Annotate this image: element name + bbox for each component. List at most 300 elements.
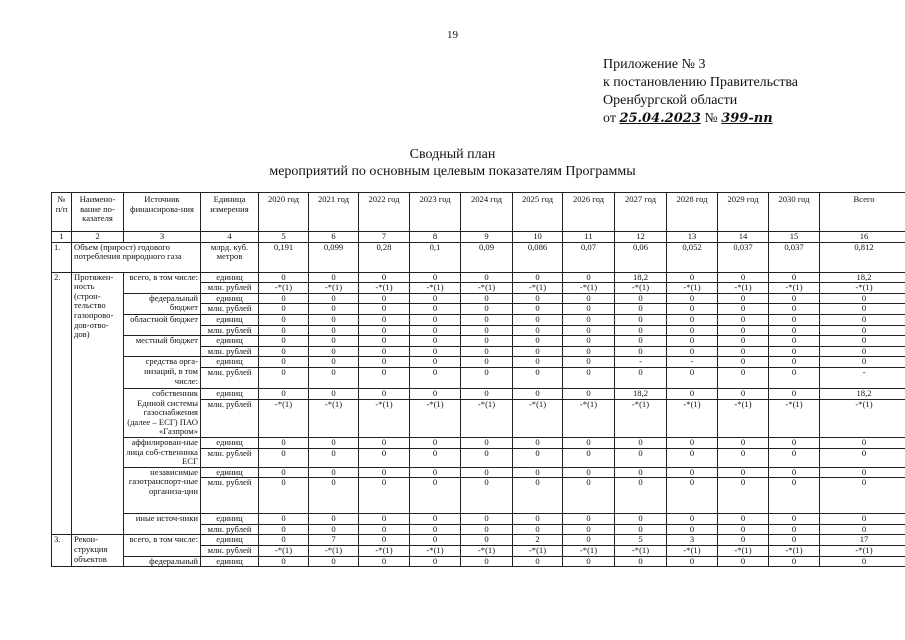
value-cell: 0 bbox=[259, 514, 309, 525]
column-number: 14 bbox=[718, 232, 769, 243]
value-cell: 0 bbox=[259, 524, 309, 535]
value-cell: 0 bbox=[513, 388, 563, 399]
value-cell: 0 bbox=[309, 357, 359, 368]
column-number: 13 bbox=[667, 232, 718, 243]
value-cell: 0 bbox=[615, 367, 667, 388]
value-cell: 0 bbox=[615, 514, 667, 525]
value-cell: 0 bbox=[615, 336, 667, 347]
value-cell: 0 bbox=[259, 367, 309, 388]
value-cell: 0 bbox=[359, 535, 410, 546]
value-cell: -*(1) bbox=[667, 546, 718, 557]
value-cell: 0 bbox=[513, 556, 563, 567]
column-header: Единица измерения bbox=[201, 193, 259, 232]
column-header: 2028 год bbox=[667, 193, 718, 232]
value-cell: 0 bbox=[359, 272, 410, 283]
unit-cell: единиц bbox=[201, 272, 259, 283]
column-header: 2022 год bbox=[359, 193, 410, 232]
value-cell: - bbox=[667, 357, 718, 368]
value-cell: 0,07 bbox=[563, 242, 615, 272]
value-cell: 0 bbox=[259, 314, 309, 325]
value-cell: -*(1) bbox=[461, 546, 513, 557]
value-cell: 0 bbox=[769, 325, 820, 336]
unit-cell: млн. рублей bbox=[201, 524, 259, 535]
value-cell: 0 bbox=[769, 336, 820, 347]
funding-source: средства орга-низаций, в том числе: bbox=[124, 357, 201, 389]
value-cell: 0 bbox=[309, 437, 359, 448]
value-cell: 0 bbox=[259, 535, 309, 546]
appendix-number: 399-пп bbox=[721, 111, 773, 126]
value-cell: -*(1) bbox=[359, 546, 410, 557]
value-cell: 0 bbox=[820, 478, 905, 514]
value-cell: 0 bbox=[667, 448, 718, 467]
value-cell: 0 bbox=[461, 272, 513, 283]
column-number: 3 bbox=[124, 232, 201, 243]
unit-cell: единиц bbox=[201, 388, 259, 399]
column-header: 2025 год bbox=[513, 193, 563, 232]
value-cell: 0 bbox=[461, 467, 513, 478]
value-cell: 0 bbox=[359, 478, 410, 514]
value-cell: 0 bbox=[259, 325, 309, 336]
funding-source: независимые газотранспорт-ные организа-ции bbox=[124, 467, 201, 514]
value-cell: 0 bbox=[769, 467, 820, 478]
value-cell: 0 bbox=[410, 293, 461, 304]
value-cell: 0 bbox=[513, 314, 563, 325]
value-cell: 0 bbox=[718, 293, 769, 304]
value-cell: -*(1) bbox=[563, 283, 615, 294]
value-cell: 0 bbox=[718, 556, 769, 567]
value-cell: 0 bbox=[359, 556, 410, 567]
value-cell: 0 bbox=[410, 272, 461, 283]
unit-cell: млрд. куб. метров bbox=[201, 242, 259, 272]
value-cell: -*(1) bbox=[461, 399, 513, 437]
value-cell: 0 bbox=[359, 367, 410, 388]
value-cell: 0 bbox=[667, 437, 718, 448]
column-header: 2020 год bbox=[259, 193, 309, 232]
value-cell: 0 bbox=[563, 314, 615, 325]
value-cell: 18,2 bbox=[820, 272, 905, 283]
table-row bbox=[52, 314, 905, 325]
column-number: 11 bbox=[563, 232, 615, 243]
value-cell: 0 bbox=[359, 514, 410, 525]
row-number: 3. bbox=[52, 535, 72, 567]
value-cell: 0 bbox=[359, 346, 410, 357]
unit-cell: млн. рублей bbox=[201, 478, 259, 514]
value-cell: 0 bbox=[410, 514, 461, 525]
value-cell: 0 bbox=[309, 293, 359, 304]
value-cell: 0 bbox=[820, 524, 905, 535]
value-cell: 0 bbox=[769, 357, 820, 368]
value-cell: -*(1) bbox=[513, 546, 563, 557]
funding-source: всего, в том числе: bbox=[124, 272, 201, 293]
value-cell: -*(1) bbox=[259, 546, 309, 557]
value-cell: 0 bbox=[615, 524, 667, 535]
value-cell: 0 bbox=[615, 293, 667, 304]
value-cell: 0 bbox=[461, 357, 513, 368]
value-cell: 3 bbox=[667, 535, 718, 546]
value-cell: 0 bbox=[259, 357, 309, 368]
funding-source: иные источ-ники bbox=[124, 514, 201, 535]
value-cell: 0 bbox=[718, 437, 769, 448]
value-cell: 0 bbox=[820, 514, 905, 525]
value-cell: 0 bbox=[410, 346, 461, 357]
table-row bbox=[52, 242, 905, 272]
unit-cell: единиц bbox=[201, 556, 259, 567]
value-cell: 0 bbox=[259, 346, 309, 357]
value-cell: -*(1) bbox=[718, 399, 769, 437]
value-cell: 0 bbox=[615, 304, 667, 315]
column-header: 2030 год bbox=[769, 193, 820, 232]
value-cell: 0 bbox=[769, 535, 820, 546]
value-cell: 0 bbox=[769, 478, 820, 514]
table-row bbox=[52, 272, 905, 283]
value-cell: 0 bbox=[461, 514, 513, 525]
value-cell: 0 bbox=[461, 388, 513, 399]
unit-cell: единиц bbox=[201, 357, 259, 368]
value-cell: 0 bbox=[820, 314, 905, 325]
column-header: № п/п bbox=[52, 193, 72, 232]
value-cell: 0 bbox=[513, 293, 563, 304]
value-cell: 0 bbox=[820, 304, 905, 315]
value-cell: 0 bbox=[769, 514, 820, 525]
value-cell: 0 bbox=[359, 336, 410, 347]
value-cell: 0 bbox=[615, 556, 667, 567]
value-cell: 2 bbox=[513, 535, 563, 546]
value-cell: 0 bbox=[615, 478, 667, 514]
value-cell: 0 bbox=[309, 336, 359, 347]
unit-cell: единиц bbox=[201, 314, 259, 325]
value-cell: 0,086 bbox=[513, 242, 563, 272]
unit-cell: млн. рублей bbox=[201, 367, 259, 388]
unit-cell: млн. рублей bbox=[201, 325, 259, 336]
value-cell: 0 bbox=[410, 524, 461, 535]
column-header: 2029 год bbox=[718, 193, 769, 232]
value-cell: 0 bbox=[513, 448, 563, 467]
value-cell: 0,191 bbox=[259, 242, 309, 272]
value-cell: 0 bbox=[513, 357, 563, 368]
value-cell: 7 bbox=[309, 535, 359, 546]
value-cell: 0 bbox=[718, 448, 769, 467]
value-cell: 0,052 bbox=[667, 242, 718, 272]
value-cell: 0 bbox=[563, 467, 615, 478]
value-cell: 0 bbox=[513, 367, 563, 388]
value-cell: 0 bbox=[563, 514, 615, 525]
plan-title bbox=[0, 146, 905, 180]
column-number: 4 bbox=[201, 232, 259, 243]
value-cell: 0 bbox=[667, 272, 718, 283]
indicator-name: Объем (прирост) годового потребления природного газа bbox=[72, 242, 201, 272]
value-cell: -*(1) bbox=[820, 283, 905, 294]
row-number: 1. bbox=[52, 242, 72, 272]
value-cell: 0 bbox=[718, 535, 769, 546]
value-cell: - bbox=[615, 357, 667, 368]
value-cell: 0 bbox=[718, 314, 769, 325]
value-cell: -*(1) bbox=[718, 283, 769, 294]
value-cell: 0 bbox=[461, 336, 513, 347]
value-cell: 0,037 bbox=[718, 242, 769, 272]
value-cell: 5 bbox=[615, 535, 667, 546]
value-cell: 0 bbox=[259, 448, 309, 467]
funding-source: федеральный бюджет bbox=[124, 293, 201, 314]
value-cell: 0 bbox=[667, 524, 718, 535]
value-cell: 0 bbox=[563, 556, 615, 567]
value-cell: 0 bbox=[410, 467, 461, 478]
value-cell: 0 bbox=[769, 367, 820, 388]
value-cell: 0 bbox=[461, 524, 513, 535]
value-cell: 0 bbox=[563, 535, 615, 546]
value-cell: -*(1) bbox=[410, 546, 461, 557]
value-cell: -*(1) bbox=[259, 399, 309, 437]
column-header: Источник финансирова-ния bbox=[124, 193, 201, 232]
value-cell: 0 bbox=[309, 556, 359, 567]
value-cell: 0 bbox=[410, 325, 461, 336]
value-cell: 0 bbox=[309, 514, 359, 525]
value-cell: 0,099 bbox=[309, 242, 359, 272]
funding-source: аффилирован-ные лица соб-ственника ЕСГ bbox=[124, 437, 201, 467]
value-cell: 0 bbox=[718, 514, 769, 525]
value-cell: 0 bbox=[820, 357, 905, 368]
page-number: 19 bbox=[447, 29, 458, 41]
value-cell: 0 bbox=[359, 314, 410, 325]
value-cell: 0 bbox=[769, 437, 820, 448]
funding-source: всего, в том числе: bbox=[124, 535, 201, 556]
unit-cell: млн. рублей bbox=[201, 448, 259, 467]
appendix-date: 25.04.2023 bbox=[619, 111, 701, 126]
value-cell: 0 bbox=[359, 524, 410, 535]
column-number: 9 bbox=[461, 232, 513, 243]
value-cell: 0 bbox=[563, 448, 615, 467]
value-cell: 0 bbox=[718, 524, 769, 535]
value-cell: 0 bbox=[461, 367, 513, 388]
appendix-line-3: Оренбургской области bbox=[603, 93, 738, 108]
value-cell: 0 bbox=[309, 304, 359, 315]
table-header-row bbox=[52, 193, 905, 232]
value-cell: 0 bbox=[769, 556, 820, 567]
value-cell: 0 bbox=[820, 448, 905, 467]
value-cell: 0 bbox=[615, 467, 667, 478]
value-cell: 0,06 bbox=[615, 242, 667, 272]
value-cell: 0 bbox=[769, 293, 820, 304]
value-cell: 0 bbox=[259, 556, 309, 567]
value-cell: 0 bbox=[563, 293, 615, 304]
value-cell: -*(1) bbox=[769, 546, 820, 557]
value-cell: -*(1) bbox=[769, 283, 820, 294]
table-body bbox=[52, 242, 905, 567]
value-cell: 0 bbox=[410, 535, 461, 546]
value-cell: -*(1) bbox=[718, 546, 769, 557]
unit-cell: единиц bbox=[201, 535, 259, 546]
value-cell: 0 bbox=[563, 346, 615, 357]
value-cell: 0 bbox=[513, 467, 563, 478]
value-cell: 0 bbox=[667, 325, 718, 336]
value-cell: 0 bbox=[410, 367, 461, 388]
unit-cell: млн. рублей bbox=[201, 346, 259, 357]
table-row bbox=[52, 514, 905, 525]
value-cell: 0 bbox=[769, 272, 820, 283]
value-cell: 0 bbox=[461, 314, 513, 325]
value-cell: 0 bbox=[667, 367, 718, 388]
value-cell: 0 bbox=[513, 336, 563, 347]
value-cell: 0 bbox=[769, 388, 820, 399]
value-cell: 0 bbox=[820, 556, 905, 567]
value-cell: -*(1) bbox=[259, 283, 309, 294]
value-cell: 0 bbox=[718, 357, 769, 368]
column-header: 2026 год bbox=[563, 193, 615, 232]
value-cell: 0 bbox=[718, 336, 769, 347]
value-cell: 0 bbox=[309, 467, 359, 478]
value-cell: -*(1) bbox=[513, 283, 563, 294]
value-cell: 0 bbox=[769, 304, 820, 315]
value-cell: 0 bbox=[820, 325, 905, 336]
unit-cell: млн. рублей bbox=[201, 546, 259, 557]
value-cell: 0,28 bbox=[359, 242, 410, 272]
value-cell: 0 bbox=[667, 314, 718, 325]
column-header: 2021 год bbox=[309, 193, 359, 232]
unit-cell: млн. рублей bbox=[201, 304, 259, 315]
appendix-from-prefix: от bbox=[603, 111, 616, 126]
value-cell: 0 bbox=[259, 388, 309, 399]
value-cell: 0 bbox=[259, 304, 309, 315]
unit-cell: единиц bbox=[201, 467, 259, 478]
value-cell: 0 bbox=[309, 346, 359, 357]
funding-source: собственник Единой системы газоснабжения (далее – ЕСГ) ПАО «Газпром» bbox=[124, 388, 201, 437]
table-row bbox=[52, 535, 905, 546]
value-cell: 0 bbox=[769, 314, 820, 325]
column-number: 7 bbox=[359, 232, 410, 243]
unit-cell: единиц bbox=[201, 293, 259, 304]
column-header: Всего bbox=[820, 193, 905, 232]
value-cell: 0 bbox=[769, 524, 820, 535]
table-row bbox=[52, 467, 905, 478]
column-number: 15 bbox=[769, 232, 820, 243]
row-number: 2. bbox=[52, 272, 72, 535]
value-cell: 0 bbox=[410, 478, 461, 514]
value-cell: 0 bbox=[513, 325, 563, 336]
value-cell: -*(1) bbox=[410, 283, 461, 294]
value-cell: 0 bbox=[461, 437, 513, 448]
appendix-number-prefix: № bbox=[704, 111, 718, 126]
value-cell: 0 bbox=[461, 293, 513, 304]
value-cell: 0 bbox=[461, 325, 513, 336]
value-cell: 0 bbox=[410, 304, 461, 315]
value-cell: 0 bbox=[359, 325, 410, 336]
value-cell: 0 bbox=[359, 357, 410, 368]
value-cell: 0 bbox=[309, 272, 359, 283]
value-cell: - bbox=[820, 367, 905, 388]
value-cell: -*(1) bbox=[563, 546, 615, 557]
table-row bbox=[52, 293, 905, 304]
value-cell: 0 bbox=[769, 448, 820, 467]
value-cell: 0 bbox=[563, 357, 615, 368]
value-cell: 0 bbox=[359, 437, 410, 448]
value-cell: -*(1) bbox=[820, 399, 905, 437]
value-cell: 0 bbox=[410, 448, 461, 467]
table-row bbox=[52, 357, 905, 368]
value-cell: 0 bbox=[461, 556, 513, 567]
value-cell: 17 bbox=[820, 535, 905, 546]
value-cell: 0 bbox=[359, 293, 410, 304]
value-cell: 0 bbox=[667, 556, 718, 567]
column-number: 6 bbox=[309, 232, 359, 243]
column-header: 2023 год bbox=[410, 193, 461, 232]
funding-source: федеральный bbox=[124, 556, 201, 567]
value-cell: 0 bbox=[410, 556, 461, 567]
value-cell: 0 bbox=[309, 524, 359, 535]
value-cell: 0 bbox=[820, 336, 905, 347]
value-cell: -*(1) bbox=[309, 399, 359, 437]
value-cell: 0 bbox=[563, 437, 615, 448]
value-cell: 0 bbox=[259, 272, 309, 283]
value-cell: 0,037 bbox=[769, 242, 820, 272]
value-cell: -*(1) bbox=[820, 546, 905, 557]
column-number: 5 bbox=[259, 232, 309, 243]
value-cell: 0 bbox=[667, 293, 718, 304]
value-cell: 0 bbox=[309, 325, 359, 336]
plan-title-line-2: мероприятий по основным целевым показателям Программы bbox=[269, 164, 636, 179]
value-cell: 0 bbox=[667, 478, 718, 514]
value-cell: 0 bbox=[667, 346, 718, 357]
column-number: 16 bbox=[820, 232, 905, 243]
value-cell: 0 bbox=[563, 367, 615, 388]
value-cell: 0 bbox=[820, 293, 905, 304]
value-cell: 0 bbox=[615, 325, 667, 336]
value-cell: 0 bbox=[359, 304, 410, 315]
value-cell: 0 bbox=[513, 437, 563, 448]
value-cell: -*(1) bbox=[615, 399, 667, 437]
value-cell: 0 bbox=[615, 437, 667, 448]
value-cell: -*(1) bbox=[359, 283, 410, 294]
value-cell: 0 bbox=[259, 467, 309, 478]
value-cell: 0 bbox=[513, 272, 563, 283]
column-number: 2 bbox=[72, 232, 124, 243]
value-cell: 0 bbox=[820, 467, 905, 478]
value-cell: 0 bbox=[410, 336, 461, 347]
table-row bbox=[52, 336, 905, 347]
value-cell: 0 bbox=[718, 325, 769, 336]
value-cell: -*(1) bbox=[309, 283, 359, 294]
value-cell: 0 bbox=[667, 304, 718, 315]
indicator-name: Протяжен-ность (строн-тельство газопрово-дов-отво-дов) bbox=[72, 272, 124, 535]
table-row bbox=[52, 388, 905, 399]
value-cell: 0 bbox=[718, 467, 769, 478]
indicator-name: Рекон-струкция объектов bbox=[72, 535, 124, 567]
value-cell: 0 bbox=[563, 524, 615, 535]
table-column-numbers-row bbox=[52, 232, 905, 243]
value-cell: 0,1 bbox=[410, 242, 461, 272]
funding-source: областной бюджет bbox=[124, 314, 201, 335]
value-cell: 0 bbox=[461, 478, 513, 514]
value-cell: 0 bbox=[563, 325, 615, 336]
value-cell: 0 bbox=[410, 357, 461, 368]
value-cell: 0 bbox=[359, 467, 410, 478]
value-cell: 0 bbox=[718, 367, 769, 388]
value-cell: 0 bbox=[718, 272, 769, 283]
value-cell: -*(1) bbox=[359, 399, 410, 437]
appendix-line-1: Приложение № 3 bbox=[603, 57, 706, 72]
value-cell: 0 bbox=[359, 448, 410, 467]
column-number: 8 bbox=[410, 232, 461, 243]
unit-cell: млн. рублей bbox=[201, 283, 259, 294]
value-cell: -*(1) bbox=[615, 546, 667, 557]
value-cell: 0 bbox=[718, 388, 769, 399]
value-cell: 0 bbox=[563, 304, 615, 315]
table-row bbox=[52, 556, 905, 567]
value-cell: -*(1) bbox=[667, 399, 718, 437]
value-cell: 0 bbox=[718, 478, 769, 514]
value-cell: -*(1) bbox=[410, 399, 461, 437]
value-cell: 0 bbox=[769, 346, 820, 357]
value-cell: 0 bbox=[820, 346, 905, 357]
value-cell: 0 bbox=[461, 448, 513, 467]
